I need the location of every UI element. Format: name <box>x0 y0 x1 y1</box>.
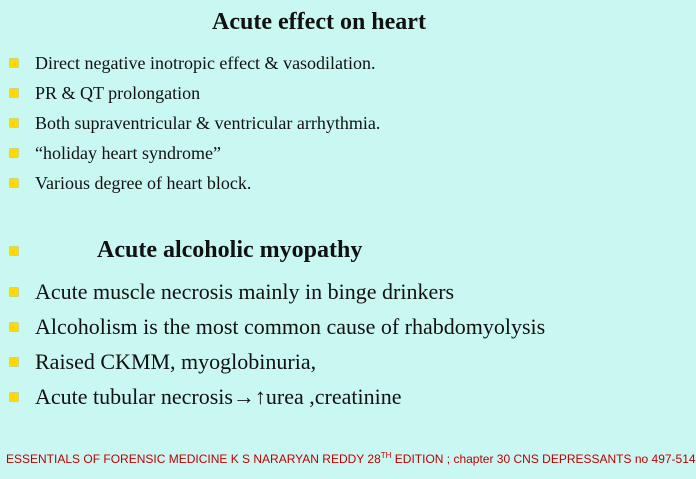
bullet-square-icon <box>10 179 18 187</box>
bullet-square-icon <box>10 288 18 296</box>
list-item-text: Raised CKMM, myoglobinuria, <box>35 349 317 374</box>
bullet-square-icon <box>10 323 18 331</box>
list-item-text: Alcoholism is the most common cause of rhabdomyolysis <box>35 314 546 339</box>
bullet-square-icon <box>10 393 18 401</box>
list-item-text: Acute muscle necrosis mainly in binge drinkers <box>35 279 455 304</box>
reference-citation <box>6 450 696 468</box>
bullet-square-icon <box>10 149 18 157</box>
bullet-square-icon <box>10 89 18 97</box>
reference-text-main: ESSENTIALS OF FORENSIC MEDICINE K S NARARYAN REDDY 28 <box>6 452 381 466</box>
reference-superscript: TH <box>380 451 392 460</box>
reference-text-rest: EDITION ; chapter 30 CNS DEPRESSANTS no 497-514 <box>391 452 696 466</box>
list-item-text: PR & QT prolongation <box>35 83 201 103</box>
list-item-text: Acute tubular necrosis→↑urea ,creatinine <box>35 384 402 409</box>
bullet-square-icon <box>10 59 18 67</box>
list-item-text: Various degree of heart block. <box>35 173 252 193</box>
bullet-square-icon <box>10 119 18 127</box>
list-item-text: Direct negative inotropic effect & vasodilation. <box>35 53 376 73</box>
myopathy-heading-text: Acute alcoholic myopathy <box>97 237 363 263</box>
myopathy-heading <box>0 236 638 264</box>
bullet-square-icon <box>10 247 18 255</box>
list-item-text: Both supraventricular & ventricular arrhythmia. <box>35 113 381 133</box>
slide-title: Acute effect on heart <box>212 9 426 35</box>
list-item-text: “holiday heart syndrome” <box>35 143 221 163</box>
bullet-square-icon <box>10 358 18 366</box>
